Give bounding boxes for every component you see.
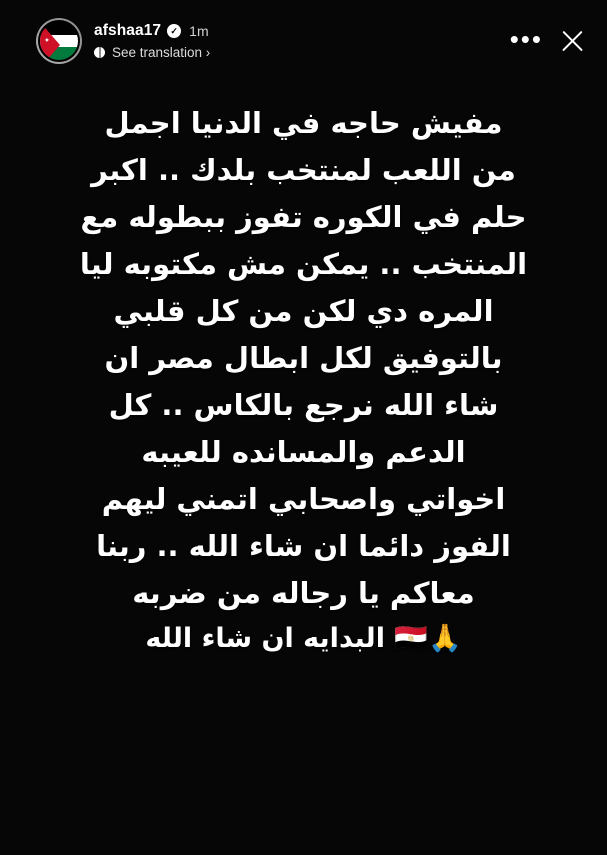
story-line: المره دي لكن من كل قلبي	[113, 293, 494, 328]
timestamp: 1m	[189, 23, 209, 39]
story-line: شاء الله نرجع بالكاس .. كل	[108, 387, 499, 422]
see-translation-button[interactable]	[94, 45, 210, 60]
avatar-image	[38, 20, 80, 62]
username[interactable]: afshaa17	[94, 22, 162, 39]
story-line: اخواتي واصحابي اتمني ليهم	[101, 481, 506, 516]
close-icon[interactable]	[557, 26, 587, 56]
story-line: الدعم والمسانده للعيبه	[141, 434, 466, 469]
more-options-icon[interactable]: •••	[509, 24, 543, 54]
verified-badge-icon: ✓	[167, 24, 181, 38]
story-header	[0, 16, 607, 72]
story-line: مفيش حاجه في الدنيا اجمل	[104, 106, 503, 140]
story-line: من اللعب لمنتخب بلدك .. اكبر	[91, 152, 516, 187]
see-translation-label: See translation ›	[112, 45, 211, 60]
globe-icon	[94, 47, 105, 58]
story-text	[28, 100, 579, 660]
avatar[interactable]	[36, 18, 82, 64]
story-line: الفوز دائما ان شاء الله .. ربنا	[96, 528, 511, 563]
story-line: بالتوفيق لكل ابطال مصر ان	[104, 340, 503, 375]
story-meta	[94, 16, 210, 60]
author-line	[94, 22, 210, 40]
story-line: المنتخب .. يمكن مش مكتوبه ليا	[79, 246, 528, 281]
story-line: معاكم يا رجاله من ضربه	[132, 575, 475, 610]
story-line: 🙏🇪🇬 البدايه ان شاء الله	[145, 622, 462, 654]
story-line: حلم في الكوره تفوز ببطوله مع	[80, 199, 527, 234]
jordan-flag-icon: ✦	[40, 22, 78, 60]
